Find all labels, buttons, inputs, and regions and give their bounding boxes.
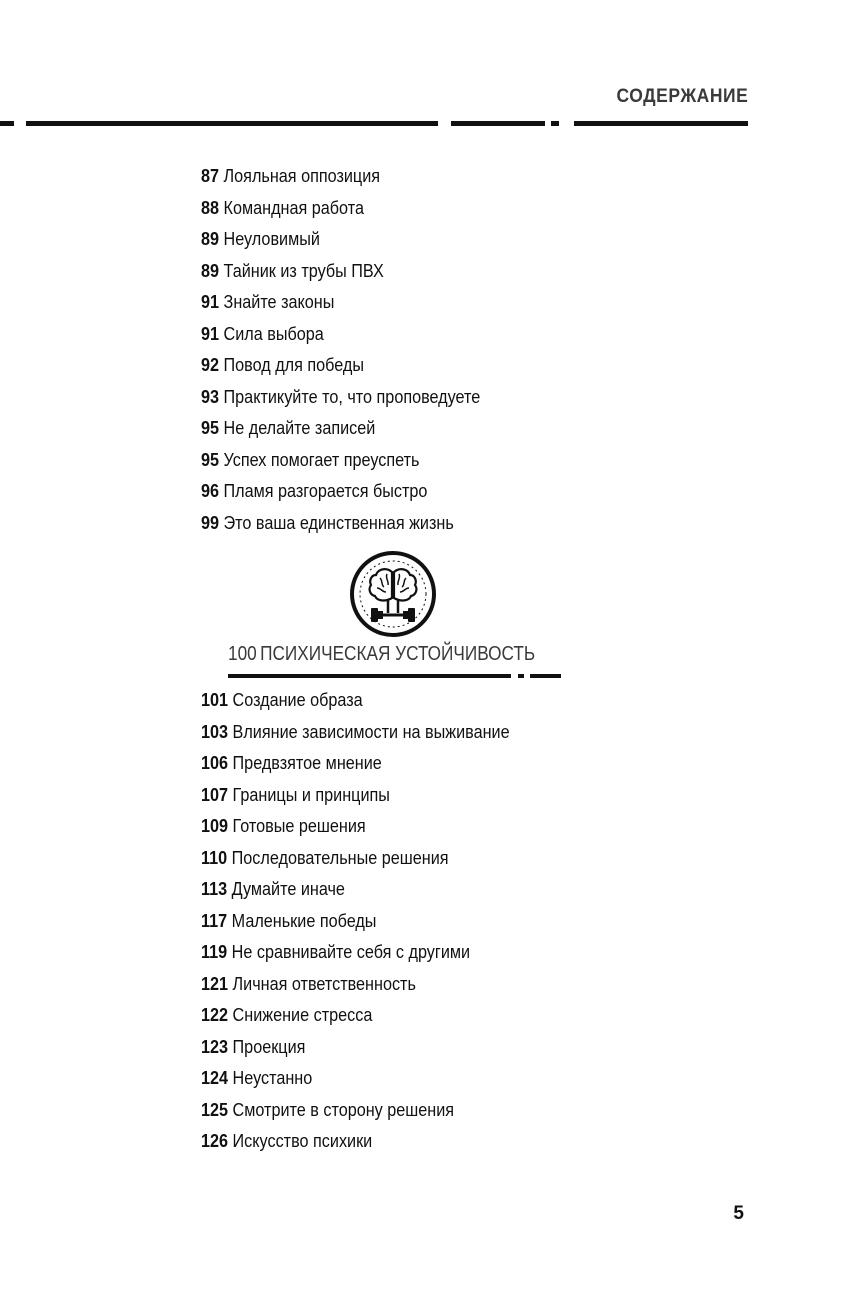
toc-entry-title: Сила выбора bbox=[223, 323, 324, 344]
toc-entry-title: Смотрите в сторону решения bbox=[232, 1099, 455, 1120]
toc-entry-title: Маленькие победы bbox=[231, 910, 377, 931]
toc-entry-page: 123 bbox=[201, 1036, 229, 1057]
toc-entry-page: 121 bbox=[201, 973, 229, 994]
toc-entry-page: 91 bbox=[201, 292, 220, 312]
brain-barbell-icon bbox=[349, 550, 437, 638]
toc-entry-page: 113 bbox=[201, 879, 228, 899]
toc-entry-title: Создание образа bbox=[232, 690, 363, 710]
toc-entry-title: Повод для победы bbox=[223, 355, 365, 375]
toc-entry-page: 88 bbox=[201, 197, 220, 218]
toc-entry-title: Неустанно bbox=[232, 1068, 313, 1088]
toc-entry[interactable] bbox=[201, 910, 510, 942]
toc-entry[interactable] bbox=[201, 228, 480, 260]
toc-entry-page: 95 bbox=[201, 449, 220, 470]
toc-entry-page: 124 bbox=[201, 1068, 229, 1088]
toc-entry-page: 99 bbox=[201, 512, 220, 533]
toc-entry-title: Тайник из трубы ПВХ bbox=[223, 260, 384, 281]
toc-entry[interactable] bbox=[201, 1099, 510, 1131]
toc-entry[interactable] bbox=[201, 323, 480, 355]
toc-entry-page: 87 bbox=[201, 166, 220, 186]
toc-entry-title: Практикуйте то, что проповедуете bbox=[223, 386, 481, 407]
toc-entry-page: 96 bbox=[201, 481, 220, 501]
toc-entry-title: Предвзятое мнение bbox=[232, 753, 382, 773]
toc-entry-page: 110 bbox=[201, 847, 228, 868]
toc-entry[interactable] bbox=[201, 752, 510, 784]
header-rule bbox=[0, 121, 748, 126]
toc-entry-page: 119 bbox=[201, 942, 228, 962]
toc-list-first bbox=[201, 165, 511, 543]
toc-entry[interactable] bbox=[201, 973, 510, 1005]
toc-entry-page: 89 bbox=[201, 229, 220, 249]
toc-entry[interactable] bbox=[201, 878, 510, 910]
toc-entry-page: 107 bbox=[201, 784, 229, 805]
toc-entry-title: Влияние зависимости на выживание bbox=[232, 721, 510, 742]
toc-entry[interactable] bbox=[201, 1004, 510, 1036]
toc-entry[interactable] bbox=[201, 354, 480, 386]
header-title: СОДЕРЖАНИЕ bbox=[616, 86, 748, 107]
toc-entry[interactable] bbox=[201, 449, 480, 481]
toc-entry-title: Знайте законы bbox=[223, 292, 335, 312]
toc-entry-page: 117 bbox=[201, 910, 228, 931]
toc-entry-title: Проекция bbox=[232, 1036, 306, 1057]
toc-entry[interactable] bbox=[201, 1036, 510, 1068]
toc-entry-title: Командная работа bbox=[223, 197, 364, 218]
toc-entry-title: Личная ответственность bbox=[232, 973, 416, 994]
toc-entry-title: Лояльная оппозиция bbox=[223, 166, 381, 186]
page-number: 5 bbox=[733, 1203, 744, 1224]
toc-entry-title: Пламя разгорается быстро bbox=[223, 481, 428, 501]
section-heading[interactable] bbox=[228, 643, 535, 666]
section-rule bbox=[228, 674, 561, 678]
toc-entry[interactable] bbox=[201, 480, 480, 512]
toc-entry[interactable] bbox=[201, 197, 480, 229]
toc-entry[interactable] bbox=[201, 165, 480, 197]
toc-entry-page: 106 bbox=[201, 753, 229, 773]
toc-entry-title: Не делайте записей bbox=[223, 418, 376, 438]
toc-entry[interactable] bbox=[201, 1130, 510, 1162]
toc-entry[interactable] bbox=[201, 815, 510, 847]
toc-entry-title: Готовые решения bbox=[232, 816, 366, 836]
toc-entry-page: 89 bbox=[201, 260, 220, 281]
toc-entry-page: 101 bbox=[201, 690, 229, 710]
toc-entry-page: 92 bbox=[201, 355, 220, 375]
toc-entry[interactable] bbox=[201, 721, 510, 753]
toc-entry[interactable] bbox=[201, 386, 480, 418]
toc-entry-page: 91 bbox=[201, 323, 220, 344]
toc-entry-page: 103 bbox=[201, 721, 229, 742]
toc-entry-page: 126 bbox=[201, 1131, 229, 1151]
toc-entry-title: Границы и принципы bbox=[232, 784, 390, 805]
toc-entry-page: 109 bbox=[201, 816, 229, 836]
toc-entry-title: Искусство психики bbox=[232, 1131, 373, 1151]
toc-entry-title: Успех помогает преуспеть bbox=[223, 449, 420, 470]
toc-entry[interactable] bbox=[201, 417, 480, 449]
toc-entry[interactable] bbox=[201, 847, 510, 879]
toc-entry[interactable] bbox=[201, 784, 510, 816]
toc-entry-title: Это ваша единственная жизнь bbox=[223, 512, 454, 533]
toc-list-second bbox=[201, 689, 544, 1162]
toc-entry-page: 125 bbox=[201, 1099, 229, 1120]
toc-entry-page: 95 bbox=[201, 418, 220, 438]
toc-entry[interactable] bbox=[201, 291, 480, 323]
toc-entry-title: Последовательные решения bbox=[231, 847, 449, 868]
toc-entry-title: Не сравнивайте себя с другими bbox=[231, 942, 471, 962]
toc-entry[interactable] bbox=[201, 941, 510, 973]
toc-entry[interactable] bbox=[201, 512, 480, 544]
section-heading-page: 100 bbox=[228, 643, 257, 665]
toc-entry[interactable] bbox=[201, 689, 510, 721]
section-heading-title: ПСИХИЧЕСКАЯ УСТОЙЧИВОСТЬ bbox=[260, 643, 536, 665]
toc-entry-title: Снижение стресса bbox=[232, 1005, 373, 1025]
toc-entry-page: 122 bbox=[201, 1005, 229, 1025]
toc-entry[interactable] bbox=[201, 260, 480, 292]
toc-entry-title: Думайте иначе bbox=[231, 879, 345, 899]
toc-entry-title: Неуловимый bbox=[223, 229, 320, 249]
toc-entry[interactable] bbox=[201, 1067, 510, 1099]
toc-entry-page: 93 bbox=[201, 386, 220, 407]
